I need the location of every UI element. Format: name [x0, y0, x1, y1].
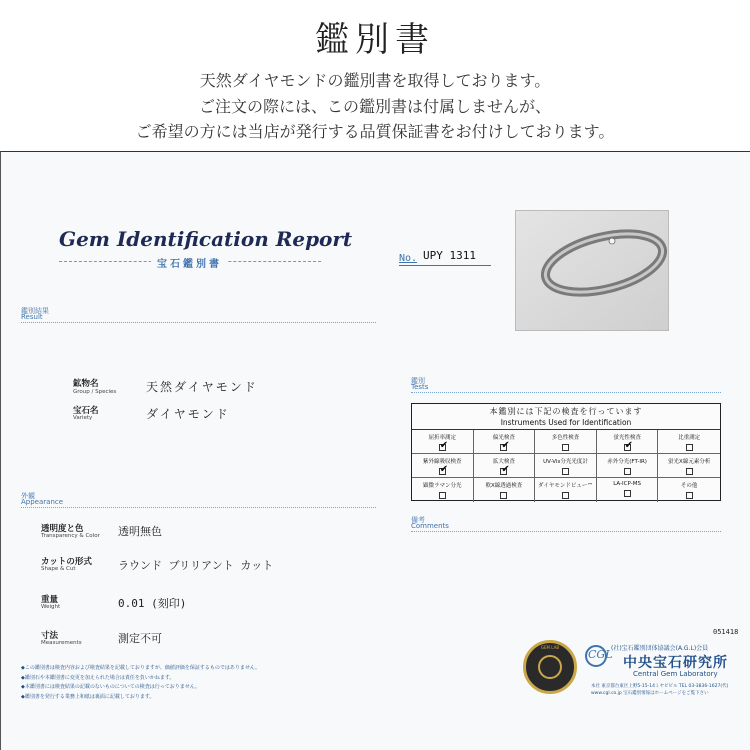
species-value: 天然ダイヤモンド	[146, 380, 258, 394]
checkbox-icon	[686, 444, 693, 451]
test-cell	[535, 478, 597, 502]
test-name: 屈折率測定	[428, 435, 457, 441]
test-cell	[658, 478, 720, 502]
tests-table	[411, 403, 721, 501]
checkbox-icon	[500, 440, 510, 451]
cut-label-en: Shape & Cut	[41, 566, 76, 572]
intro-line-1: 天然ダイヤモンドの鑑別書を取得しております。	[199, 71, 551, 90]
note-line: ◆この鑑別書は検査内容および検査結果を記載しておりますが、価値評価を保証するものではありません。	[21, 665, 261, 671]
report-title: Gem Identification Report	[59, 227, 353, 251]
variety-label: 宝石名	[73, 406, 99, 416]
test-name: 赤外分光(FT-IR)	[607, 459, 647, 465]
cut-value: ラウンド ブリリアント カット	[118, 559, 274, 572]
test-name: 軟X線透過検査	[485, 483, 523, 489]
checkbox-icon	[500, 492, 507, 499]
intro-line-2: ご注文の際には、この鑑別書は付属しませんが、	[198, 97, 551, 116]
test-cell	[658, 430, 720, 454]
test-cell	[474, 454, 536, 478]
checkmark-icon: ✔	[501, 464, 510, 475]
checkmark-icon: ✔	[439, 440, 449, 451]
tests-section-rule	[411, 392, 721, 393]
test-name: UV-Vis分光光度計	[543, 459, 588, 465]
test-cell	[597, 430, 659, 454]
test-name: 顕微ラマン分光	[423, 483, 462, 489]
checkbox-icon	[686, 492, 693, 499]
appearance-section-rule	[21, 507, 376, 508]
comments-section-jp: 備考	[411, 516, 425, 524]
lab-name-en: Central Gem Laboratory	[633, 670, 718, 678]
checkbox-icon	[562, 444, 569, 451]
lab-association: (社)宝石鑑別団体協議会(A.G.L)会員	[611, 645, 709, 652]
note-line: ◆鑑別書を発行する業務上和紙は裏面に記載しております。	[21, 693, 155, 700]
serial-number: 051418	[713, 628, 739, 636]
test-name: 紫外線吸収検査	[423, 459, 462, 465]
lab-address: 本社 東京都台東区上野5-15-14ミヤビビル TEL 03-3836-1627(代)	[591, 684, 729, 689]
test-name: その他	[680, 483, 698, 489]
seal-text: GEM LAB	[540, 645, 560, 650]
tests-grid	[412, 430, 720, 502]
page-title: 鑑別書	[315, 20, 435, 60]
variety-label-en: Variety	[73, 415, 93, 421]
variety-value: ダイヤモンド	[146, 407, 230, 421]
seal-inner-ring	[538, 655, 562, 679]
checkbox-icon	[624, 468, 631, 475]
test-cell	[597, 478, 659, 502]
test-cell	[535, 454, 597, 478]
lab-name-jp: 中央宝石研究所	[623, 655, 728, 671]
test-cell	[597, 454, 659, 478]
cgl-logo-text: CGL	[588, 648, 613, 661]
ring-image	[516, 211, 668, 330]
test-name: 比重測定	[678, 435, 701, 441]
tests-heading-jp: 本鑑別には下記の検査を行っています	[489, 407, 643, 416]
report-subtitle: 宝石鑑別書	[151, 255, 228, 270]
test-name: 蛍光X線元素分析	[668, 459, 711, 465]
appearance-section-jp: 外観	[21, 492, 35, 500]
report-number-label: No.	[399, 253, 418, 264]
gem-lab-seal	[523, 640, 577, 694]
checkbox-icon	[439, 464, 449, 475]
test-cell	[412, 430, 474, 454]
lab-web: www.cgl.co.jp 宝石鑑別情報はホームページをご覧下さい	[591, 691, 709, 696]
test-name: 拡大検査	[492, 459, 515, 465]
disclaimer-notes	[21, 664, 461, 702]
checkmark-icon: ✔	[624, 440, 633, 451]
weight-value: 0.01 (刻印)	[118, 597, 187, 610]
checkbox-icon	[624, 440, 633, 451]
measurements-value: 測定不可	[118, 632, 162, 645]
tests-section-jp: 鑑別	[411, 377, 425, 385]
transparency-label-en: Transparency & Color	[41, 533, 100, 539]
measurements-label: 寸法	[41, 631, 59, 641]
test-cell	[412, 478, 474, 502]
test-name: LA-ICP-MS	[613, 481, 641, 487]
test-name: ダイヤモンドビュー™	[538, 483, 593, 489]
test-name: 蛍光性検査	[613, 435, 641, 441]
comments-section-rule	[411, 531, 721, 532]
transparency-label: 透明度と色	[41, 524, 84, 534]
checkbox-icon	[624, 490, 631, 497]
cut-label: カットの形式	[41, 557, 92, 567]
test-cell	[474, 430, 536, 454]
test-cell	[412, 454, 474, 478]
checkmark-icon: ✔	[501, 440, 510, 451]
checkbox-icon	[439, 492, 446, 499]
checkbox-icon	[500, 464, 510, 475]
certificate-image	[0, 151, 750, 750]
comments-section-en: Comments	[411, 522, 449, 530]
checkbox-icon	[562, 468, 569, 475]
test-name: 偏光検査	[492, 435, 515, 441]
tests-heading-en: Instruments Used for Identification	[500, 418, 632, 427]
weight-label: 重量	[41, 595, 59, 605]
weight-label-en: Weight	[41, 604, 61, 610]
checkbox-icon	[686, 468, 693, 475]
tests-section-en: Tests	[411, 383, 429, 391]
result-section-rule	[21, 322, 376, 323]
report-number-rule	[399, 265, 491, 266]
test-cell	[474, 478, 536, 502]
transparency-value: 透明無色	[118, 525, 162, 538]
test-name: 多色性検査	[551, 435, 580, 441]
test-cell	[658, 454, 720, 478]
checkbox-icon	[439, 440, 449, 451]
report-subtitle-wrap	[59, 255, 321, 269]
species-label-en: Group / Species	[73, 389, 117, 395]
note-line: ◆鑑別石や本鑑別書に変更を加えられた場合は責任を負いかねます。	[21, 674, 175, 681]
species-label: 鉱物名	[73, 379, 99, 389]
appearance-section-en: Appearance	[21, 498, 64, 506]
checkbox-icon	[562, 492, 569, 499]
report-number: UPY 1311	[423, 249, 476, 262]
ring-photo	[515, 210, 669, 331]
result-section-jp: 鑑別結果	[21, 307, 49, 315]
result-section-en: Result	[21, 313, 43, 321]
intro-line-3: ご希望の方には当店が発行する品質保証書をお付けしております。	[135, 122, 615, 141]
test-cell	[535, 430, 597, 454]
measurements-label-en: Measurements	[41, 640, 82, 646]
note-line: ◆本鑑別書には検査結果の記載のないものについての検査は行っておりません。	[21, 684, 201, 690]
checkmark-icon: ✔	[439, 464, 449, 475]
